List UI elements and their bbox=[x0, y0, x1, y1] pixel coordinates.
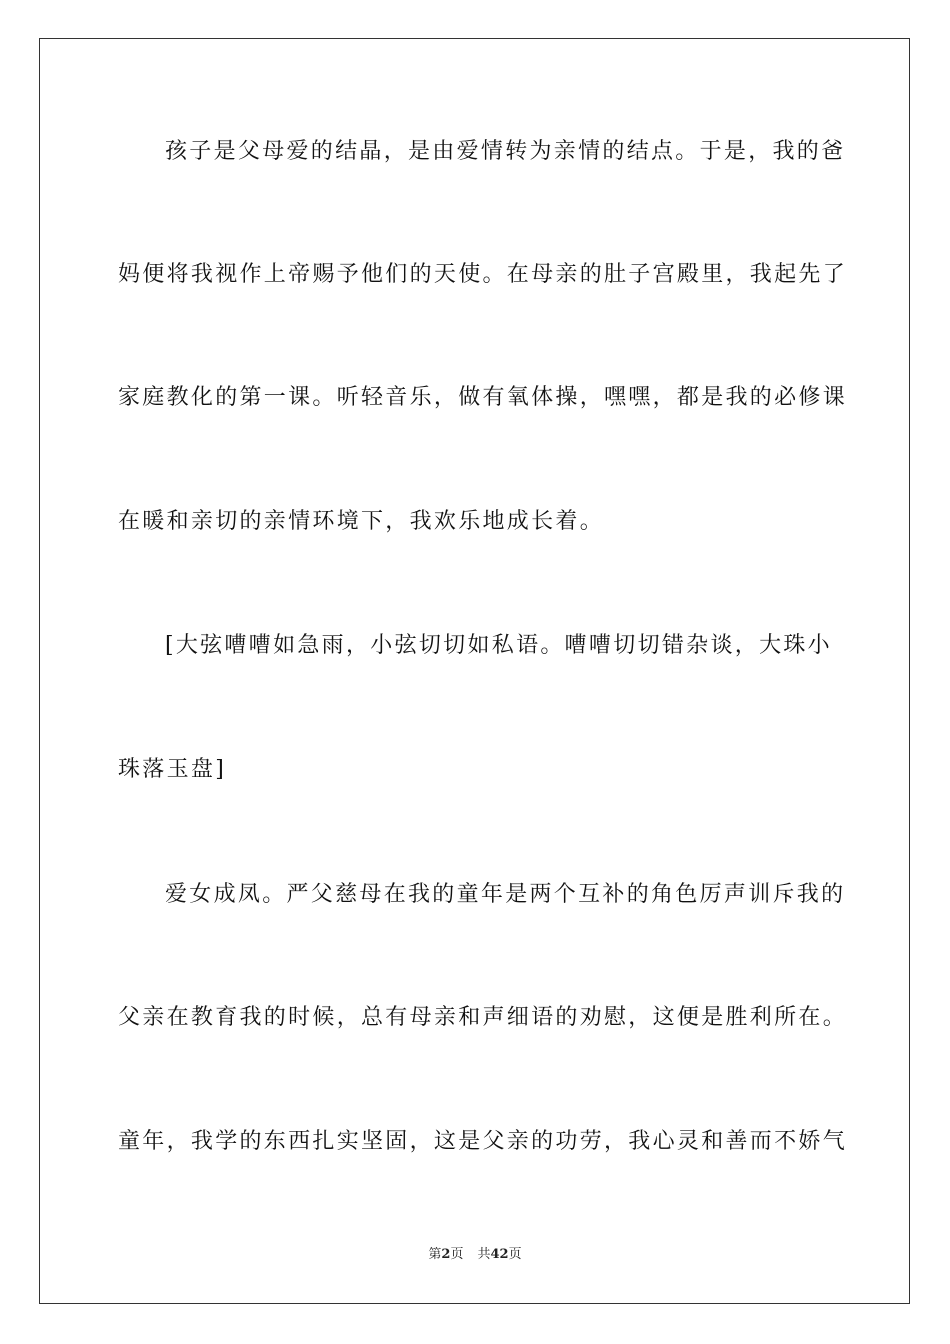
paragraph-line: 父亲在教育我的时候，总有母亲和声细语的劝慰，这便是胜利所在。 bbox=[118, 1005, 848, 1030]
paragraph-line: [大弦嘈嘈如急雨，小弦切切如私语。嘈嘈切切错杂谈，大珠小 bbox=[165, 633, 832, 658]
paragraph-line: 在暖和亲切的亲情环境下，我欢乐地成长着。 bbox=[118, 509, 605, 534]
paragraph-line: 童年，我学的东西扎实坚固，这是父亲的功劳，我心灵和善而不娇气 bbox=[118, 1129, 848, 1154]
paragraph-line: 妈便将我视作上帝赐予他们的天使。在母亲的肚子宫殿里，我起先了 bbox=[118, 262, 848, 287]
page-footer bbox=[0, 1246, 950, 1264]
paragraph-line: 家庭教化的第一课。听轻音乐，做有氧体操，嘿嘿，都是我的必修课 bbox=[118, 385, 848, 410]
total-pages: 42 bbox=[490, 1247, 509, 1262]
page-frame bbox=[39, 38, 910, 1304]
paragraph-line: 爱女成凤。严父慈母在我的童年是两个互补的角色厉声训斥我的 bbox=[165, 882, 846, 907]
page-indicator: 第2页 bbox=[428, 1247, 464, 1262]
paragraph-line: 珠落玉盘] bbox=[118, 757, 227, 782]
page-number: 2 bbox=[441, 1247, 451, 1262]
paragraph-line: 孩子是父母爱的结晶，是由爱情转为亲情的结点。于是，我的爸 bbox=[165, 139, 846, 164]
total-pages-indicator: 共42页 bbox=[477, 1247, 522, 1262]
